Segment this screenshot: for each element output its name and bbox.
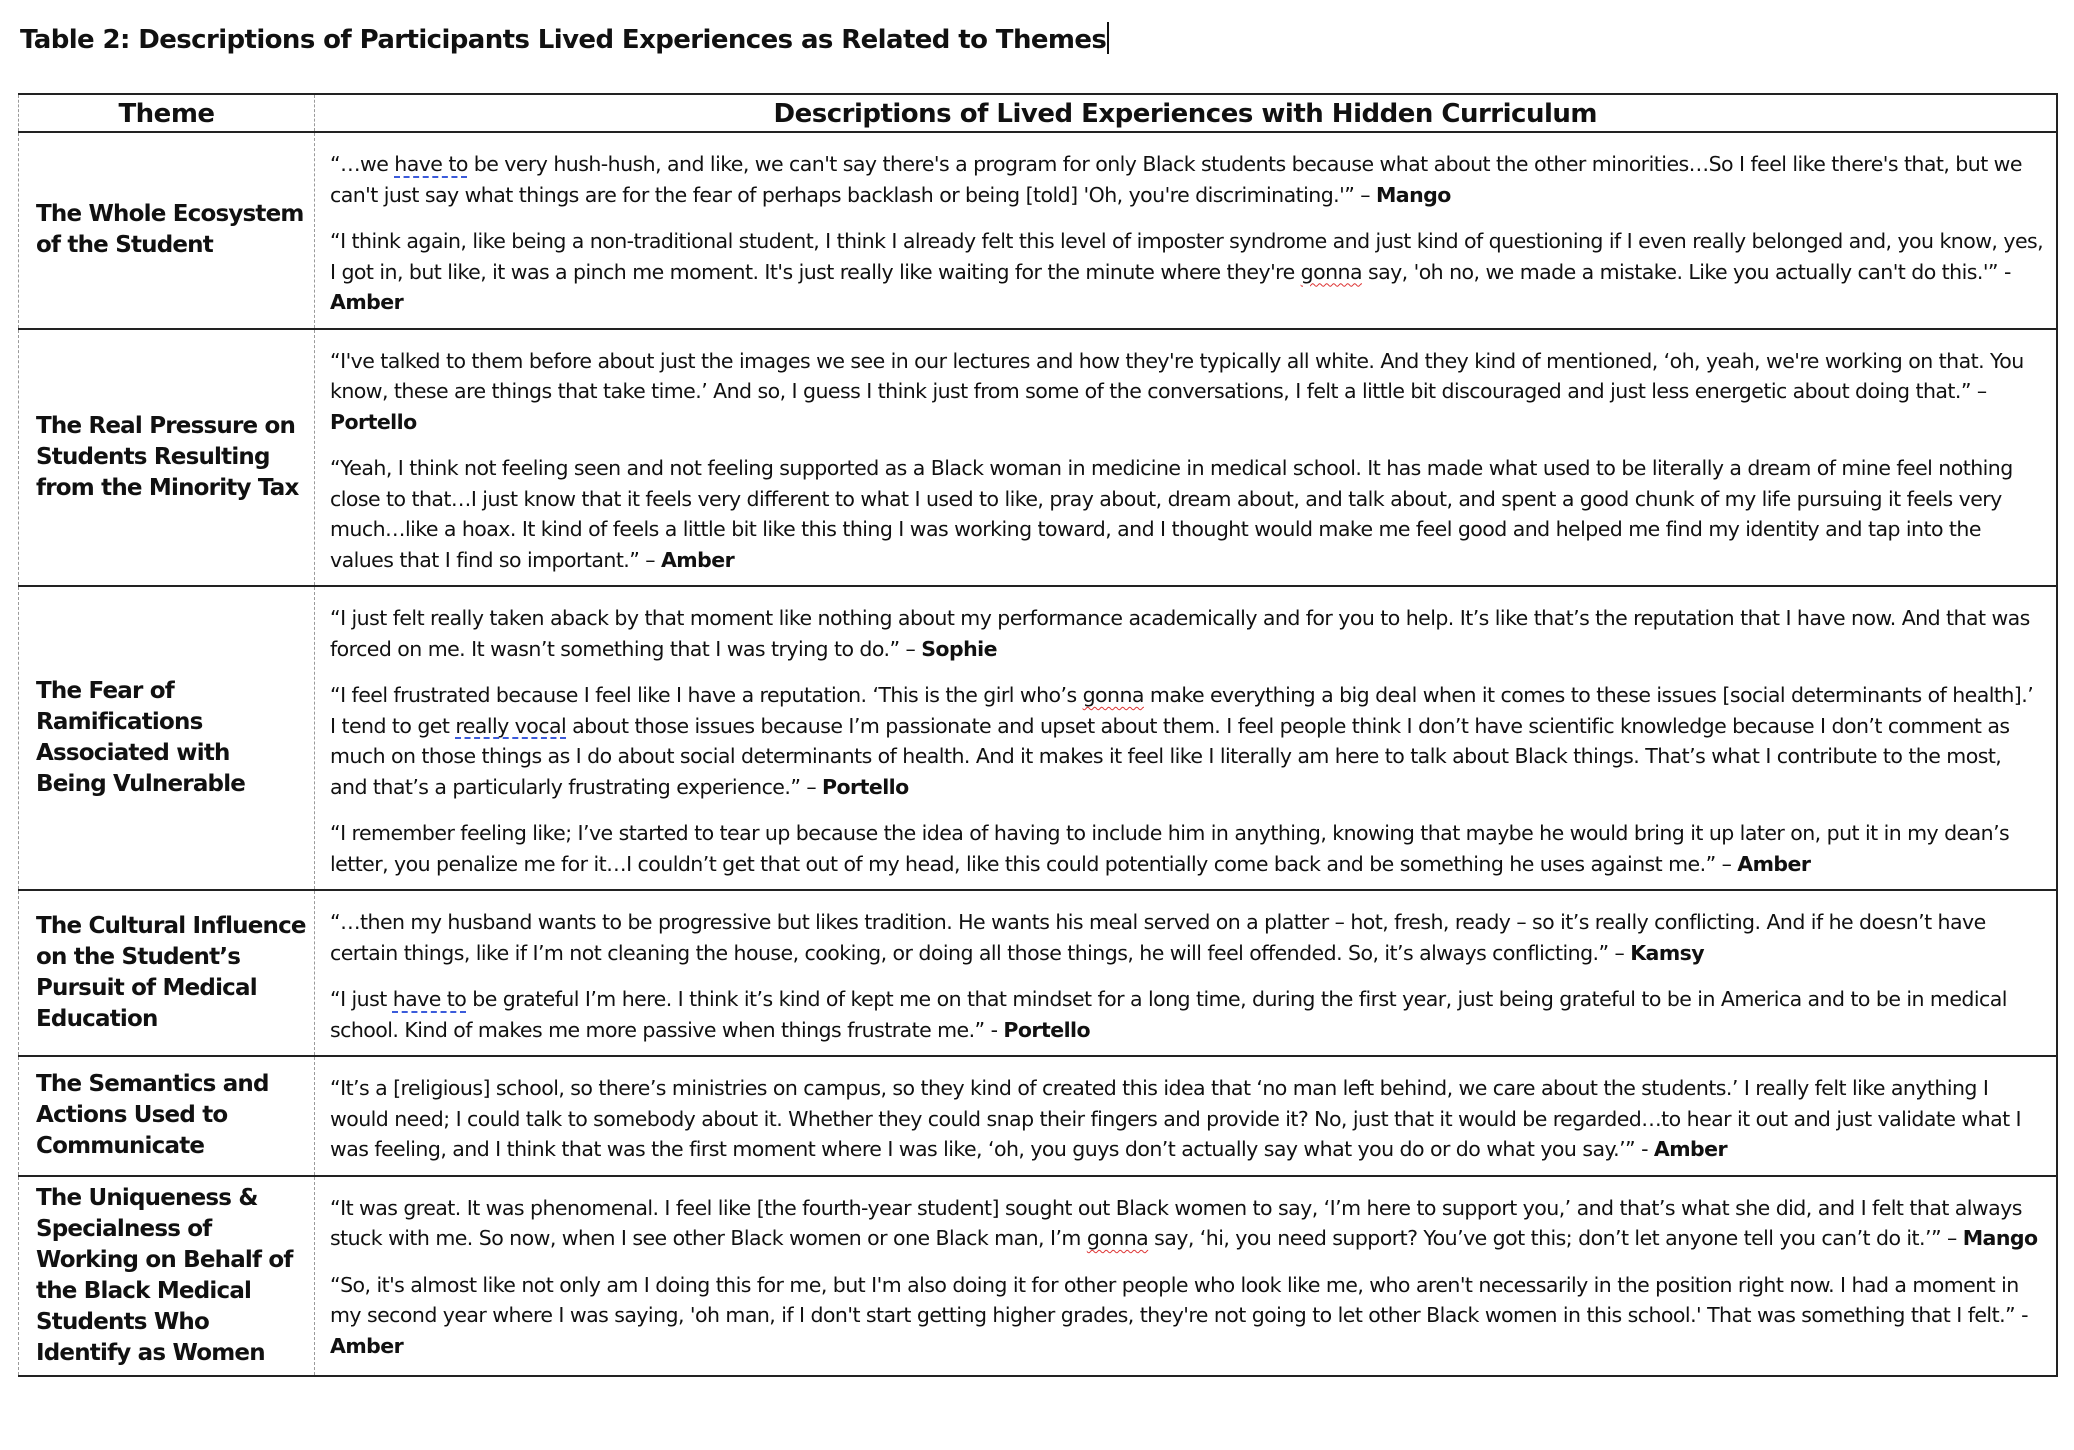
table-row [19, 890, 2057, 1056]
theme-cell: The Real Pressure on Students Resulting from the Minority Tax [19, 329, 315, 587]
speaker-name: Portello [822, 774, 909, 799]
speaker-name: Amber [1737, 851, 1811, 876]
speaker-name: Portello [330, 409, 417, 434]
quote-paragraph [330, 1270, 2044, 1362]
speaker-name: Amber [1653, 1137, 1728, 1161]
quote-text: “So, it's almost like not only am I doing this for me, but I'm also doing it for other people who look like me, who aren't necessarily in the position right now. I had a moment in my second year where I was saying, 'oh man, if I don't start getting higher grades, they're not going to let other Black women in this school.' That was something that I felt.” - [330, 1272, 2028, 1327]
quote-text: “I just have to be grateful I’m here. I think it’s kind of kept me on that mindset for a long time, during the first year, just being grateful to be in America and to be in medical school. Kind of makes me more passive when things frustrate me.” - [330, 987, 2007, 1042]
speaker-name: Kamsy [1630, 940, 1705, 965]
table-row [19, 1176, 2057, 1376]
speaker-name: Amber [330, 290, 404, 314]
description-cell [315, 586, 2057, 890]
quote-text: “I think again, like being a non-traditional student, I think I already felt this level of imposter syndrome and just kind of questioning if I even really belonged and, you know, yes, I got in, but like, it was a pinch me moment. It's just really like waiting for the minute where they're gonna say, 'oh no, we made a mistake. Like you actually can't do this.'” - [330, 229, 2044, 284]
quote-text: “I feel frustrated because I feel like I have a reputation. ‘This is the girl who’s gonna make everything a big deal when it comes to these issues [social determinants of health].’ I tend to get really vocal about those issues because I’m passionate and upset about them. I feel people think I don’t have scientific knowledge because I don’t comment as much on those things as I do about social determinants of health. And it makes it feel like I literally am here to talk about Black things. That’s what I contribute to the most, and that’s a particularly frustrating experience.” – [330, 683, 2034, 799]
quote-paragraph [330, 346, 2044, 438]
quote-paragraph [330, 453, 2044, 575]
table-row [19, 329, 2057, 587]
table-body [19, 132, 2057, 1376]
quote-paragraph [330, 680, 2044, 802]
document-title[interactable] [20, 22, 1109, 55]
quote-paragraph [330, 984, 2044, 1045]
speaker-name: Portello [1003, 1017, 1091, 1042]
theme-cell: The Whole Ecosystem of the Student [19, 132, 315, 329]
description-cell [315, 890, 2057, 1056]
quote-text: “It’s a [religious] school, so there’s ministries on campus, so they kind of created this idea that ‘no man left behind, we care about the students.’ I really felt like anything I would need; I could talk to somebody about it. Whether they could snap their fingers and provide it? No, just that it would be regarded…to hear it out and just validate what I was feeling, and I think that was the first moment where I was like, ‘oh, you guys don’t actually say what you do or do what you say.’” - [330, 1076, 2022, 1161]
table-row [19, 586, 2057, 890]
quote-text: “I remember feeling like; I’ve started to tear up because the idea of having to include him in anything, knowing that maybe he would bring it up later on, put it in my dean’s letter, you penalize me for it…I couldn’t get that out of my head, like this could potentially come back and be something he uses against me.” – [330, 821, 2010, 876]
table-row [19, 132, 2057, 329]
table-row [19, 1056, 2057, 1176]
theme-cell: The Uniqueness & Specialness of Working on Behalf of the Black Medical Students Who Identify as Women [19, 1176, 315, 1376]
theme-cell: The Semantics and Actions Used to Communicate [19, 1056, 315, 1176]
description-cell [315, 329, 2057, 587]
description-cell [315, 1176, 2057, 1376]
speaker-name: Sophie [921, 636, 997, 661]
speaker-name: Mango [1962, 1226, 2038, 1250]
description-cell [315, 132, 2057, 329]
header-descriptions: Descriptions of Lived Experiences with Hidden Curriculum [315, 94, 2057, 132]
speaker-name: Mango [1375, 182, 1451, 207]
quote-text: “Yeah, I think not feeling seen and not feeling supported as a Black woman in medicine in medical school. It has made what used to be literally a dream of mine feel nothing close to that…I just know that it feels very different to what I used to like, pray about, dream about, and talk about, and spent a good chunk of my life pursuing it feels very much…like a hoax. It kind of feels a little bit like this thing I was working toward, and I thought would make me feel good and helped me find my identity and tap into the values that I find so important.” – [330, 456, 2013, 572]
quote-text: “I just felt really taken aback by that moment like nothing about my performance academically and for you to help. It’s like that’s the reputation that I have now. And that was forced on me. It wasn’t something that I was trying to do.” – [330, 606, 2030, 661]
quote-paragraph [330, 226, 2044, 318]
themes-table [18, 93, 2058, 1377]
theme-cell: The Fear of Ramifications Associated with Being Vulnerable [19, 586, 315, 890]
speaker-name: Amber [330, 1333, 404, 1358]
quote-text: “I've talked to them before about just the images we see in our lectures and how they're typically all white. And they kind of mentioned, ‘oh, yeah, we're working on that. You know, these are things that take time.’ And so, I guess I think just from some of the conversations, I felt a little bit discouraged and just less energetic about doing that.” – [330, 348, 2024, 403]
quote-text: “…then my husband wants to be progressive but likes tradition. He wants his meal served on a platter – hot, fresh, ready – so it’s really conflicting. And if he doesn’t have certain things, like if I’m not cleaning the house, cooking, or doing all those things, he will feel offended. So, it’s always conflicting.” – [330, 910, 1986, 965]
theme-cell: The Cultural Influence on the Student’s Pursuit of Medical Education [19, 890, 315, 1056]
quote-paragraph [330, 1193, 2044, 1254]
quote-paragraph [330, 1073, 2044, 1165]
speaker-name: Amber [660, 547, 735, 572]
quote-paragraph [330, 818, 2044, 879]
description-cell [315, 1056, 2057, 1176]
table-header-row [19, 94, 2057, 132]
document-title-text: Table 2: Descriptions of Participants Lived Experiences as Related to Themes [20, 25, 1107, 55]
quote-text: “It was great. It was phenomenal. I feel like [the fourth-year student] sought out Black women to say, ‘I’m here to support you,’ and that’s what she did, and I felt that always stuck with me. So now, when I see other Black women or one Black man, I’m gonna say, ‘hi, you need support? You’ve got this; don’t let anyone tell you can’t do it.’” – [330, 1195, 2022, 1250]
quote-paragraph [330, 149, 2044, 210]
header-theme: Theme [19, 94, 315, 132]
quote-text: “…we have to be very hush-hush, and like, we can't say there's a program for only Black students because what about the other minorities…So I feel like there's that, but we can't just say what things are for the fear of perhaps backlash or being [told] 'Oh, you're discriminating.'” – [330, 152, 2022, 207]
text-cursor [1107, 22, 1109, 54]
quote-paragraph [330, 603, 2044, 664]
quote-paragraph [330, 907, 2044, 968]
